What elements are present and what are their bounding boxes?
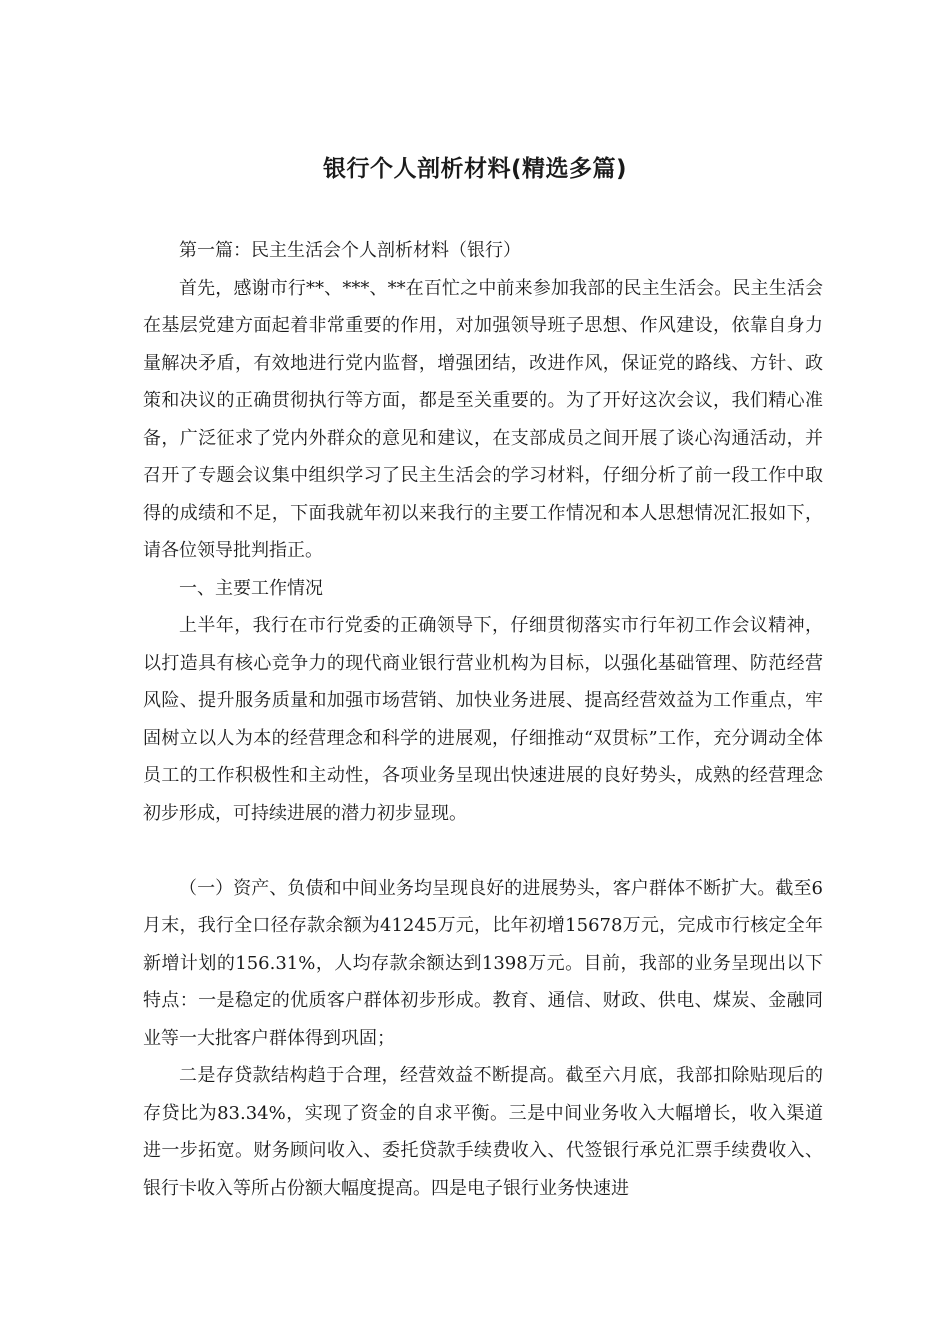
section-heading: 第一篇：民主生活会个人剖析材料（银行） <box>179 240 521 261</box>
body-paragraph: 上半年，我行在市行党委的正确领导下，仔细贯彻落实市行年初工作会议精神，以打造具有核心竞争力的现代商业银行营业机构为目标，以强化基础管理、防范经营风险、提升服务质量和加强市场营销、加快业务进展、提高经营效益为工作重点，牢固树立以人为本的经营理念和科学的进展观，仔细推动“双贯标”工作，充分调动全体员工的工作积极性和主动性，各项业务呈现出快速进展的良好势头，成熟的经营理念初步形成，可持续进展的潜力初步显现。 <box>143 615 823 824</box>
body-paragraph: （一）资产、负债和中间业务均呈现良好的进展势头，客户群体不断扩大。截至6月末，我行全口径存款余额为41245万元，比年初增15678万元，完成市行核定全年新增计划的156.31%，人均存款余额达到1398万元。目前，我部的业务呈现出以下特点：一是稳定的优质客户群体初步形成。教育、通信、财政、供电、煤炭、金融同业等一大批客户群体得到巩固； <box>143 877 823 1049</box>
document-body <box>143 232 823 1207</box>
section-heading: 一、主要工作情况 <box>179 577 323 599</box>
body-paragraph: 二是存贷款结构趋于合理，经营效益不断提高。截至六月底，我部扣除贴现后的存贷比为83.34%，实现了资金的自求平衡。三是中间业务收入大幅增长，收入渠道进一步拓宽。财务顾问收入、委托贷款手续费收入、代签银行承兑汇票手续费收入、银行卡收入等所占份额大幅度提高。四是电子银行业务快速进 <box>143 1065 823 1199</box>
body-paragraph: 首先，感谢市行**、***、**在百忙之中前来参加我部的民主生活会。民主生活会在基层党建方面起着非常重要的作用，对加强领导班子思想、作风建设，依靠自身力量解决矛盾，有效地进行党内监督，增强团结，改进作风，保证党的路线、方针、政策和决议的正确贯彻执行等方面，都是至关重要的。为了开好这次会议，我们精心准备，广泛征求了党内外群众的意见和建议，在支部成员之间开展了谈心沟通活动，并召开了专题会议集中组织学习了民主生活会的学习材料，仔细分析了前一段工作中取得的成绩和不足，下面我就年初以来我行的主要工作情况和本人思想情况汇报如下，请各位领导批判指正。 <box>143 277 823 561</box>
document-title: 银行个人剖析材料(精选多篇) <box>322 156 628 182</box>
